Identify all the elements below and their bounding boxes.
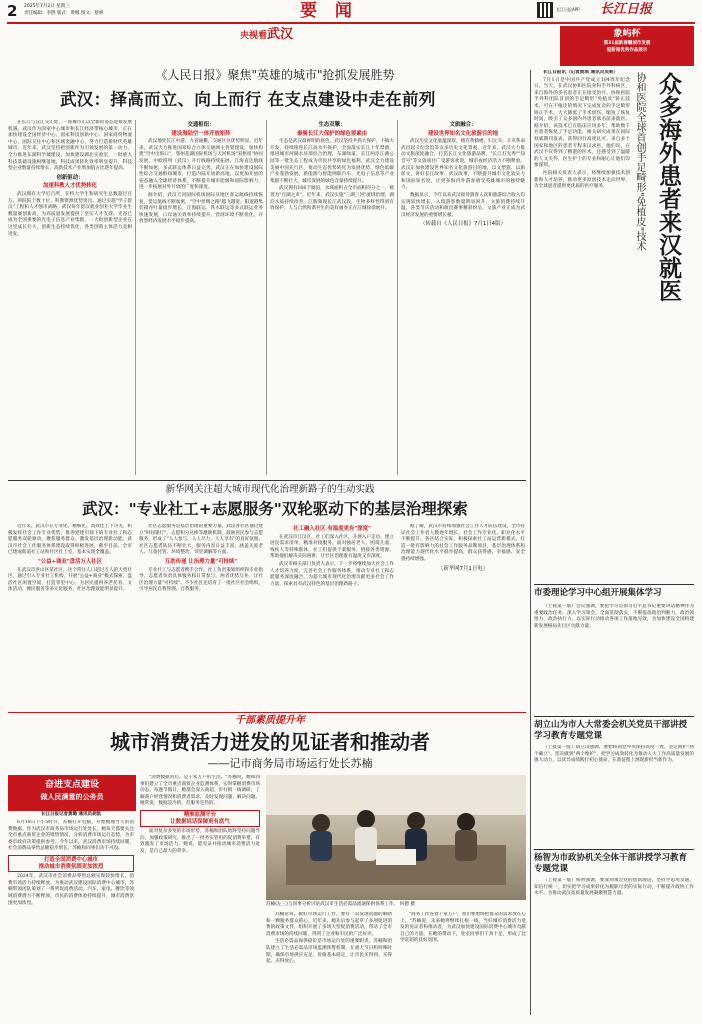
story1-subhead-a2: 加速科教人才优势转化 <box>43 183 97 190</box>
story1-col4-paragraph: 武汉历史文化底蕴深厚，拥有黄鹤楼、归元寺、辛亥革命武昌起义纪念馆等众多历史文化景观。近年来，武汉大力推动文旅深度融合，打造长江文化旅游品牌，"长江灯光秀""知音号"等文旅项目广受游客欢迎，城市夜经济活力不断释放。武汉正加快建设世界知名文化旅游目的地，以文塑旅、以旅彰文，讲好长江故事、武汉故事，不断提升城市文化软实力和国际知名度，让更多海内外游客感受英雄城市的独特魅力。 <box>401 139 525 191</box>
side-lead-story <box>534 70 630 580</box>
story3-column-4 <box>400 912 526 1016</box>
story1-col4-paragraph-2: 数据显示，今年以来武汉接待游客人次和旅游综合收入均实现较快增长，入境游客数量明显回升，文旅消费持续升温，各类节庆活动和演出赛事精彩纷呈，文旅产业正成为武汉经济发展的重要增长极。 <box>401 192 525 218</box>
side-story1-headline: 市委理论学习中心组开展集体学习 <box>534 588 662 598</box>
sidebar-divider <box>530 70 531 1015</box>
story3-kicker: 千部素质提升年 <box>235 715 305 726</box>
sidebar-rule <box>534 584 694 585</box>
story3-subhead-b: 推动城市消费氛围更加浓烈 <box>38 863 104 870</box>
sidebar-rule <box>534 849 694 850</box>
story3-subhead: ——记市商务局市场运行处长苏楠 <box>207 757 373 770</box>
photo-illustration <box>266 775 526 900</box>
story1-source: （转载自《人民日报》7月1日4版） <box>420 221 506 228</box>
story2-kicker: 新华网关注超大城市现代化治理新路子的生动实践 <box>165 484 375 495</box>
story3-badge-sub: 做人民满意的公务员 <box>40 793 104 801</box>
story3-col1-paragraph-2: 2024年，武汉市社会消费品零售总额实现较快增长，消费市场活力持续释放。为推动武汉建设国际消费中心城市，苏楠带领团队策划了一系列促消费活动，汽车、家电、餐饮等领域消费潜力不断释放，市民的消费体验持续提升，城市消费氛围更加浓烈。 <box>8 874 134 906</box>
story1-column-1 <box>8 120 132 475</box>
page-date: 2025年7月2日 星期三 <box>24 4 70 9</box>
story1-subhead-d2: 建设世界知名文化旅游目的地 <box>427 130 499 137</box>
story1-subhead-b2: 建设海陆空一体开放矩阵 <box>171 130 231 137</box>
side-story2-text: （上接第一版）胡立山强调，要始终同党中央保持高度一致，坚定拥护"两个确立"、坚决做到"两个维护"，把学习成效转化为推动人大工作高质量发展的强大动力，以优异成绩践行初心使命，在新征程上展现新担当新作为。 <box>534 745 694 764</box>
paper-logo: 长江日报 <box>600 2 653 17</box>
section-title: 要 闻 <box>300 1 358 21</box>
qr-code-icon[interactable] <box>538 3 552 17</box>
side-story2-body <box>534 745 694 845</box>
side-body-2: 医院相关负责人表示，将继续加强技术创新和人才培养，推动更多原创技术走向世界，为全球患者提供更优质的医疗服务。 <box>534 170 630 190</box>
story2-column-3 <box>270 524 394 704</box>
story3-byline: 长江日报记者黄璐 通讯员胡凯 <box>40 812 102 817</box>
banner-tag-text: 央视看 <box>240 31 268 41</box>
story3-badge <box>8 775 136 811</box>
story1-subhead-b: 交通枢纽： <box>187 122 215 128</box>
story1-col3-paragraph: 生态是武汉最鲜明的底色。武汉坚持共抓大保护、不搞大开发，持续推进长江高水平保护，全面落实长江十年禁渔，推进城市河湖水环境综合治理，东湖绿道、长江两岸江滩公园等一批生态工程成为市民共享的绿色福利。武汉全力建设美丽中国先行区，推动生态优势转化为发展优势，绿色低碳产业蓬勃发展，新能源与智能网联汽车、光电子信息等产业集群不断壮大，城市发展的绿色含量持续提升。 <box>270 139 394 184</box>
side-story3-headline: 杨智为市政协机关全体干部讲授学习教育专题党课 <box>534 853 688 874</box>
story3-col1-paragraph: 6月18日下午5时许，苏楠打开电脑，开始梳理当天的消费数据。作为武汉市商务局市场运行处处长，她每天都要关注全市重点商贸企业的销售情况，分析消费市场运行态势，为市委市政府决策提供参考。今年以来，武汉消费市场持续回暖，社会消费品零售总额稳步增长，苏楠和同事们功不可没。 <box>8 820 134 852</box>
story1-column-2 <box>139 120 263 475</box>
story1-column-4 <box>401 120 525 475</box>
story3-badge-title: 奋进支点建设 <box>44 780 99 790</box>
column-divider <box>266 120 267 475</box>
story3-top-rule <box>8 712 526 713</box>
story1-subhead-c2: 秦骑长江大保护的绿色要素由 <box>296 130 368 137</box>
story1-col3-paragraph-2: 武汉拥有166个湖泊，水域面积占全市面积四分之一，被誉为"百湖之市"。近年来，武汉实施"三湖三河"流域治理，湖泊水质持续改善，江豚频现长江武汉段，生物多样性得到有效保护，人与自然和谐共生的美好画卷正在江城徐徐展开。 <box>270 186 394 212</box>
story2-column-4 <box>401 524 525 704</box>
story2-col1-paragraph: 近年来，武汉市在专业化、精细化、高效化上下功夫，积极发挥社会工作专业优势，推进党建引领下的专业社工和志愿服务双轮驱动，聚焦服务群众、激发基层治理新动能。武汉市社会工作服务体系建设取得积极进展，截至目前，全市已建成街道社工站和社区社工室，基本实现全覆盖。 <box>8 524 132 556</box>
story2-column-2 <box>139 524 263 704</box>
side-story1-body <box>534 604 694 712</box>
story1-subhead-a: 创新驱动： <box>56 174 84 181</box>
story3-subhead-d: 让数据说话保障更有底气 <box>170 818 230 825</box>
story3-column-3 <box>266 912 392 1016</box>
banner-right-title: 象屿杯 <box>613 29 641 39</box>
side-story3-text: （上接第一版）杨智强调，要深刻领会党的创新理论，坚持学思用贯通、知信行统一，切实把学习成果转化为履职尽责的实际行动，不断提升政协工作水平，为推动武汉高质量发展凝聚智慧力量。 <box>534 878 694 897</box>
story3-headline: 城市消费活力迸发的见证者和推动者 <box>110 730 430 754</box>
story1-col1-paragraph-2: 武汉拥有大学近百所，在校大学生和研究生总数超过百万，两院院士数十位，科教资源优势突出。通过实施"学子留汉"工程和人才强市战略，武汉每年留汉就业创业大学毕业生数量屡创新高，为高质量发展提供了坚实人才支撑。光谷已成为全国重要的光电子信息产业集群，一大批创新型企业在这里成长壮大，创新生态持续优化，各类创新主体活力竞相迸发。 <box>8 191 132 237</box>
column-divider <box>135 120 136 475</box>
story3-subhead-box-2 <box>140 810 260 827</box>
story2-source: （新华网7月1日电） <box>438 565 488 572</box>
story2-col3-paragraph: 在武汉市江汉区，社工们深入社区，开展入户走访，建立居民需求清单，精准对接服务。面对独居老人、困境儿童、残疾人等特殊群体，社工们提供个案服务，链接各类资源，帮助他们解决实际困难，让社区治理既有温度又有深度。 <box>270 534 394 560</box>
story2-subhead-b: 互助传递 让治理力量"可持续" <box>164 558 238 565</box>
story3-subhead-a: 打造全国消费中心城市 <box>44 856 98 863</box>
page-number: 2 <box>7 2 18 20</box>
side-story2-headline: 胡立山为市人大常委会机关党员干部讲授学习教育专题党课 <box>534 720 688 741</box>
banner-tag <box>240 27 294 42</box>
story2-headline: 武汉："专业社工+志愿服务"双轮驱动下的基层治理探索 <box>82 500 468 518</box>
story1-subhead-c: 生态双擎： <box>318 122 346 128</box>
side-byline: 长江日报讯（记者黄琪 通讯员吴莉） <box>543 70 619 75</box>
story2-subhead-c: 社工融入社区 有温度更有"深度" <box>293 526 371 532</box>
story2-column-1 <box>8 524 132 704</box>
qr-caption: 长江日报APP <box>556 7 580 12</box>
story3-subhead-c: 精准监测平台 <box>183 811 217 818</box>
sidebar-rule <box>534 716 694 717</box>
column-divider <box>397 120 398 475</box>
story1-col2-paragraph: 武汉地处长江中游，九省通衢，交通区位优势明显。近年来，武汉大力推进国家综合立体交通网主骨架建设，加快构建"空中出海口"，鄂州花湖国际机场与天河机场"双枢纽"协同发展，中欧班列（武汉）开行线路持续拓展，江海直达航线不断加密，多式联运体系日益完善。武汉正在加快建设国际性综合交通枢纽城市，打造内陆开放新高地，以更加开放的姿态融入全球经济体系，不断提升城市能级和国际影响力，进一步拓展对外开放的广度和深度。 <box>139 139 263 191</box>
side-story3-body <box>534 878 694 1016</box>
story3-col3-paragraph-2: 生活必需品保供稳价是市场运行处的重要职责。苏楠和团队建立了生活必需品市场监测预警机制，在重大节日和特殊时期，确保市场供应充足、价格基本稳定，让市民买得到、买得起、买得放心。 <box>266 939 392 965</box>
banner-right-sub1: 第31届新春瞩城市发展 <box>603 41 651 46</box>
story1-column-3 <box>270 120 394 475</box>
story3-col4-paragraph: "商务工作连着千家万户，我们要始终把群众的需求放在心上。"苏楠说，未来她将继续扎根一线，当好城市消费活力迸发的见证者和推动者，为武汉加快建设国际消费中心城市贡献自己的力量。在她的带动下，处室同事们干劲十足，形成了比学赶超的良好氛围。 <box>400 912 526 944</box>
story2-col2-paragraph-2: 专业社工与志愿者携手合作，社工负责策划组织和专业指导，志愿者负责具体服务和日常参与，两者优势互补，让社区治理力量"可持续"。不少社区还培育了一批社区社会组织，引导居民自我管理、自我服务。 <box>139 567 263 593</box>
story3-photo-caption: 苏楠(左三)与同事分析讨论武汉市生活必需品流通保供体系工作。 何德 摄 <box>266 902 415 907</box>
story2-subhead-a: "公益+商业"盘活万人社区 <box>37 558 103 565</box>
banner-tag-city: 武汉 <box>267 27 294 42</box>
story3-column-1 <box>8 820 134 1016</box>
story2-col3-paragraph-2: 武汉市相关部门负责人表示，下一步将继续加大社会工作人才培养力度，完善社会工作服务体系，推动专业社工和志愿服务深度融合，为超大城市现代化治理贡献更多社会工作力量，探索具有武汉特色的基层治理新路子。 <box>270 561 394 587</box>
story3-photo <box>266 775 526 900</box>
story1-col2-paragraph-2: 据介绍，武汉天河国际机场国际及地区客运航线持续恢复，货运航线不断加密，"空中丝绸之路"越飞越宽。阳逻港集装箱吞吐量稳步增长，江海联运、铁水联运等多式联运业务快速发展，口岸通关效率持续提升，营商环境不断优化，开放型经济发展水平稳步提高。 <box>139 192 263 225</box>
story2-col2-paragraph: 社区志愿服务是基层治理的重要力量。武汉各社区通过建立"时间银行"、志愿积分兑换等激励机制，鼓励居民参与志愿服务，形成了"人人参与、人人尽力、人人享有"的良好氛围。社区志愿者队伍不断壮大，服务内容日益丰富，涵盖关爱老人、儿童托管、环境整治、邻里调解等方面。 <box>139 524 263 556</box>
side-body: 7月1日是中国共产党成立104周年纪念日。当天，在武汉协和医院骨科手外科病区，来自海外的多名患者正在接受治疗。协和医院手外科团队首创的手足畸形"免植皮"矫正技术，可在不植皮的情况下完成复杂的手足畸形矫正手术，大大降低了手术创伤，缩短了恢复时间，吸引了众多国内外患者慕名前来就医。据介绍，该技术已在临床应用多年，帮助数千名患者恢复了手足功能，相关研究成果在国际权威期刊发表，获得同行高度认可。来自多个国家和地区的患者专程来汉求医，他们说，在武汉不仅得到了精湛的医术，还感受到了温暖的人文关怀，医生护士的专业和耐心让他们印象深刻。 <box>534 77 630 169</box>
banner-right-box <box>560 26 694 66</box>
story2-col1-paragraph-2: 在武汉市洪山区某社区，这个常住人口超过万人的大型社区，通过引入专业社工机构，开展"公益+商业"模式探索，盘活社区闲置空间，打造邻里中心，为居民提供养老托育、文体活动、便民服务等多元化服务，社区治理效能明显提升。 <box>8 567 132 593</box>
story3-col2-paragraph: "消费数据背后，是千家万户的生活。"苏楠说，她和同事们建立了全市重点商贸企业监测体系，实时掌握消费市场动态。每逢节假日，她都会深入商超、步行街一线调研，了解商户经营情况和消费者需求，及时发现问题、解决问题。她常说，数据是冷的，但服务是热的。 <box>140 775 260 807</box>
story1-col1-paragraph: 在长江与汉江交汇处，一座城市正以全新的姿态迎接发展机遇。武汉作为国家中心城市和长江经济带核心城市，正在加快建设全国经济中心、国家科技创新中心、国家商贸物流中心、国际交往中心和区域金融中心，努力打造新时代英雄城市。近年来，武汉坚持把创新作为引领发展的第一动力，全力推进东湖科学城建设，加快建设湖北实验室，一批重大科技基础设施相继落地，科技成果转化效率明显提升，科技型企业数量持续增长，高新技术产业增加值占比逐年提高。 <box>8 120 132 172</box>
side-vertical-subhead: 协和医院全球首创手足畸形"免植皮"技术 <box>634 72 645 252</box>
side-vertical-headline: 众多海外患者来汉就医 <box>655 72 681 302</box>
story3-col3-paragraph: 苏楠常说，做好市场运行工作，要有一双发现问题的眼睛和一颗服务群众的心。近年来，她先后参与起草了多项促进消费的政策文件，组织开展了多场大型促消费活动，带动了全市消费市场的持续回暖，得到了企业和市民的广泛好评。 <box>266 912 392 937</box>
story3-col2-paragraph-2: 面对复杂多变的市场形势，苏楠和团队始终坚持问题导向，加强政策研究，推出了一批务实管用的促消费举措，有效激发了市场活力。她说，能见证并推动城市消费活力迸发，是自己最大的荣幸。 <box>140 829 260 854</box>
page-editors: 责任编辑：李煦 版式：黄娜 图文：蔡林 <box>24 11 104 16</box>
story1-kicker: 《人民日报》聚焦"英雄的城市"抢抓发展胜势 <box>155 68 395 82</box>
story2-col4-paragraph: 据了解，武汉市持续加强社会工作人才队伍建设，全市持证社会工作者人数逐年增长，社会工作专业化、职业化水平不断提升。各区结合实际，积极探索社工站运营新模式，打造一批有影响力的社会工作服务品牌项目，基层治理体系和治理能力现代化水平稳步提高，群众获得感、幸福感、安全感持续增强。 <box>401 524 525 562</box>
story-separator <box>8 480 526 481</box>
story1-subhead-d: 文旅融合： <box>449 122 477 128</box>
story3-subhead-box <box>8 855 134 872</box>
masthead-rule <box>7 22 695 24</box>
story3-column-2 <box>140 775 260 1016</box>
banner-right-sub2: 短新闻优秀作品展示 <box>606 48 648 53</box>
side-story1-text: （上接第一版）会议强调，要把学习贯彻习近平总书记重要讲话精神作为重要政治任务，深入学习领会，全面贯彻落实，不断提高政治判断力、政治领悟力、政治执行力，以实际行动推动各项工作落地见效，为加快建设全国构建新发展格局先行区贡献力量。 <box>534 604 694 629</box>
story1-headline: 武汉：择高而立、向上而行 在支点建设中走在前列 <box>60 90 436 109</box>
